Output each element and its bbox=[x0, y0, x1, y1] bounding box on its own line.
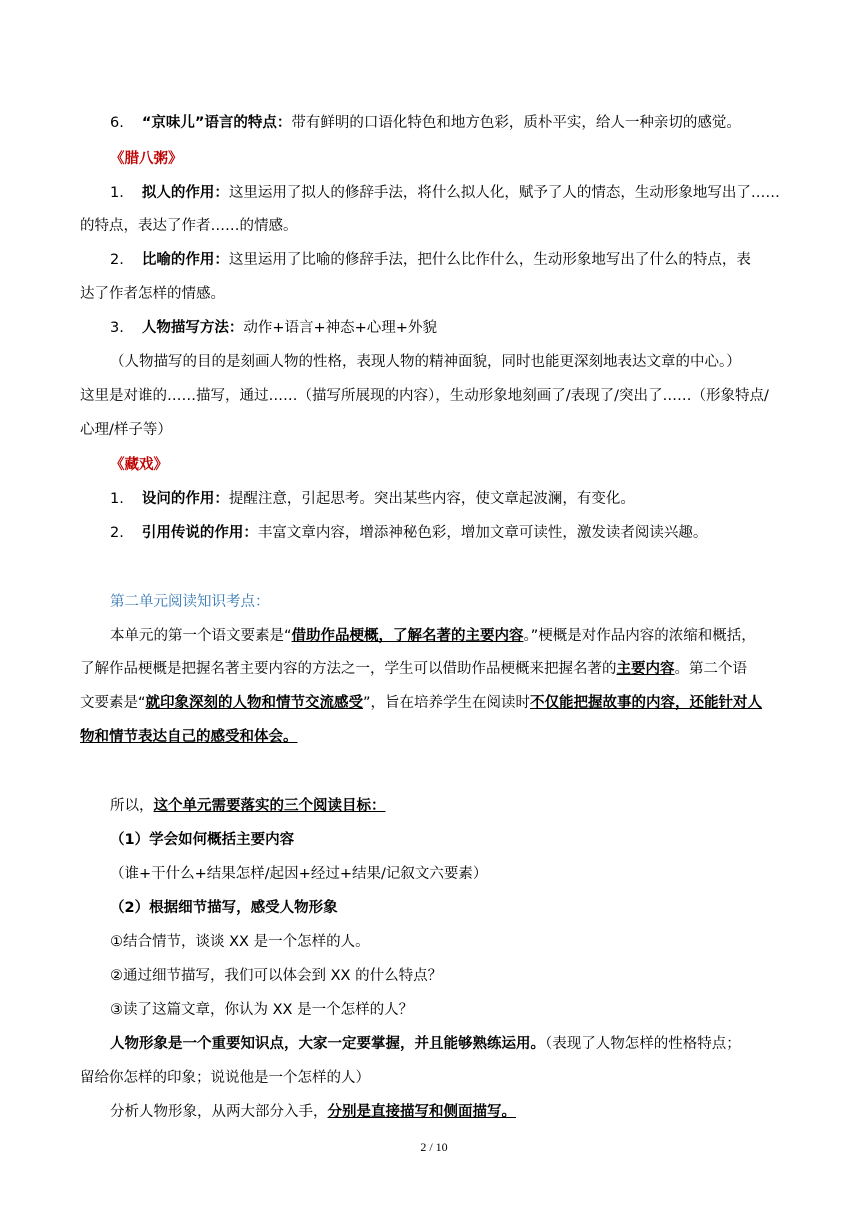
paragraph-line bbox=[110, 626, 756, 646]
list-item bbox=[110, 250, 751, 270]
paragraph-line: 达了作者怎样的情感。 bbox=[80, 286, 225, 302]
paragraph-line bbox=[110, 1102, 516, 1122]
paragraph-line bbox=[80, 693, 762, 713]
text-span: 所以， bbox=[110, 798, 154, 814]
paragraph-line bbox=[110, 1034, 741, 1054]
text-span: 。第二个语 bbox=[674, 661, 747, 677]
item-heading: 设问的作用： bbox=[141, 491, 229, 507]
item-text: 这里运用了比喻的修辞手法，把什么比作什么，生动形象地写出了什么的特点，表 bbox=[228, 252, 751, 268]
item-heading: 人物描写方法： bbox=[141, 320, 244, 336]
item-text: 提醒注意，引起思考。突出某些内容，使文章起波澜，有变化。 bbox=[228, 491, 635, 507]
list-item bbox=[110, 523, 707, 543]
list-item bbox=[110, 489, 635, 509]
text-span: 文要素是“ bbox=[80, 695, 146, 711]
emphasis-text: 借助作品梗概，了解名著的主要内容 bbox=[291, 628, 524, 644]
item-text: 带有鲜明的口语化特色和地方色彩，质朴平实，给人一种亲切的感觉。 bbox=[291, 115, 741, 131]
item-heading: 比喻的作用： bbox=[141, 252, 229, 268]
emphasis-text: 人物形象是一个重要知识点，大家一定要掌握，并且能够熟练运用。 bbox=[110, 1036, 545, 1052]
paragraph-line: 这里是对谁的……描写，通过……（描写所展现的内容），生动形象地刻画了/表现了/突出了……（形象特点/ bbox=[80, 388, 769, 404]
question-item: ②通过细节描写，我们可以体会到 XX 的什么特点？ bbox=[110, 968, 443, 984]
section-title-labazhou: 《腊八粥》 bbox=[110, 151, 183, 167]
item-heading: “京味儿”语言的特点： bbox=[141, 115, 292, 131]
text-span: （表现了人物怎样的性格特点； bbox=[545, 1036, 741, 1052]
item-text: 动作+语言+神态+心理+外貌 bbox=[243, 320, 437, 336]
text-span: ”，旨在培养学生在阅读时 bbox=[363, 695, 531, 711]
unit-heading: 第二单元阅读知识考点： bbox=[110, 594, 270, 610]
item-heading: 拟人的作用： bbox=[141, 185, 229, 201]
paragraph-line bbox=[80, 659, 747, 679]
list-item bbox=[110, 113, 741, 133]
section-title-zangxi: 《藏戏》 bbox=[110, 457, 168, 473]
paragraph-line: 留给你怎样的印象；说说他是一个怎样的人） bbox=[80, 1070, 370, 1086]
list-number: 1. bbox=[110, 185, 124, 201]
list-number: 3. bbox=[110, 320, 124, 336]
emphasis-text: 主要内容 bbox=[616, 661, 675, 677]
list-item bbox=[110, 183, 780, 203]
item-heading: 引用传说的作用： bbox=[141, 525, 258, 541]
paragraph-line: （人物描写的目的是刻画人物的性格，表现人物的精神面貌，同时也能更深刻地表达文章的中心。） bbox=[110, 354, 741, 370]
paragraph-line: （谁+干什么+结果怎样/起因+经过+结果/记叙文六要素） bbox=[110, 866, 488, 882]
list-item bbox=[110, 318, 437, 338]
list-number: 2. bbox=[110, 525, 124, 541]
item-text: 这里运用了拟人的修辞手法，将什么拟人化，赋予了人的情态，生动形象地写出了…… bbox=[228, 185, 780, 201]
paragraph-line bbox=[110, 796, 386, 816]
list-number: 2. bbox=[110, 252, 124, 268]
paragraph-line: 的特点，表达了作者……的情感。 bbox=[80, 218, 298, 234]
emphasis-text: 不仅能把握故事的内容，还能针对人 bbox=[530, 695, 763, 711]
list-number: 1. bbox=[110, 491, 124, 507]
text-span: 。”梗概是对作品内容的浓缩和概括， bbox=[523, 628, 756, 644]
text-span: 分析人物形象，从两大部分入手， bbox=[110, 1104, 328, 1120]
goal-heading: （1）学会如何概括主要内容 bbox=[110, 832, 295, 848]
list-number: 6. bbox=[110, 115, 124, 131]
paragraph-line: 心理/样子等） bbox=[80, 422, 172, 438]
emphasis-text: 就印象深刻的人物和情节交流感受 bbox=[145, 695, 364, 711]
item-text: 丰富文章内容，增添神秘色彩，增加文章可读性，激发读者阅读兴趣。 bbox=[257, 525, 708, 541]
emphasis-line: 物和情节表达自己的感受和体会。 bbox=[80, 729, 298, 745]
page-number: 2 / 10 bbox=[420, 1140, 448, 1154]
text-span: 本单元的第一个语文要素是“ bbox=[110, 628, 292, 644]
question-item: ①结合情节，谈谈 XX 是一个怎样的人。 bbox=[110, 934, 370, 950]
emphasis-text: 分别是直接描写和侧面描写。 bbox=[327, 1104, 516, 1120]
text-span: 了解作品梗概是把握名著主要内容的方法之一，学生可以借助作品梗概来把握名著的 bbox=[80, 661, 617, 677]
emphasis-text: 这个单元需要落实的三个阅读目标： bbox=[153, 798, 386, 814]
goal-heading: （2）根据细节描写，感受人物形象 bbox=[110, 900, 338, 916]
question-item: ③读了这篇文章，你认为 XX 是一个怎样的人？ bbox=[110, 1002, 414, 1018]
